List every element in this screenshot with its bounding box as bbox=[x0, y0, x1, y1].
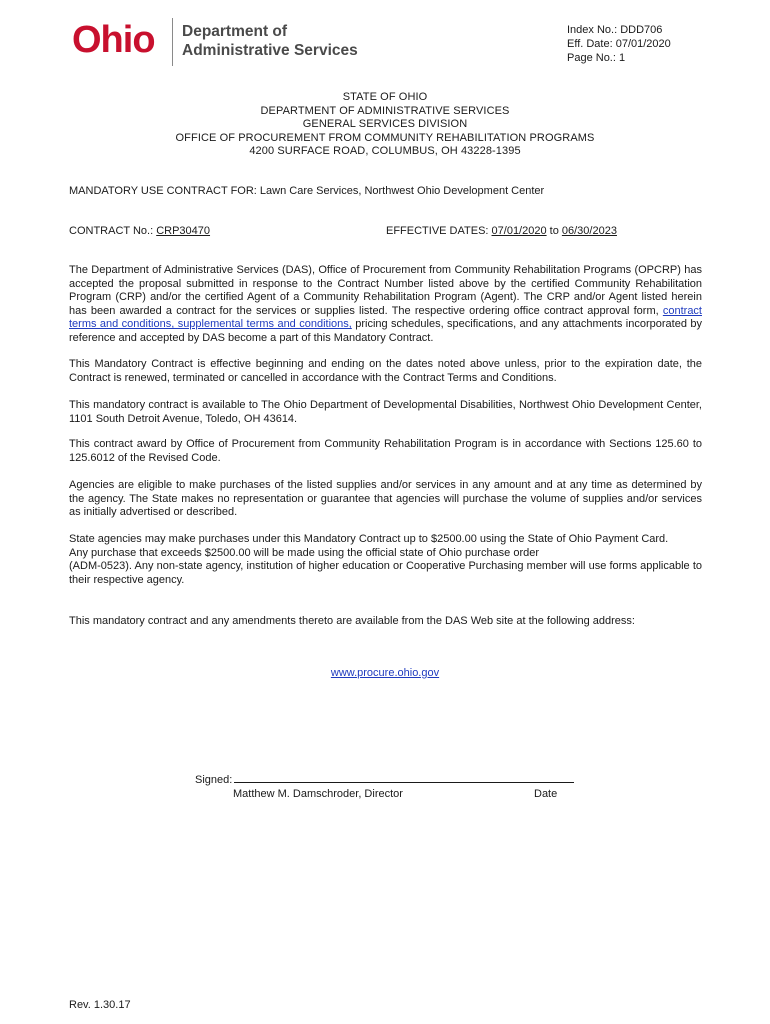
ohio-logo-wordmark: Ohio bbox=[72, 19, 155, 61]
paragraph-website-intro: This mandatory contract and any amendments thereto are available from the DAS Web site at the following address: bbox=[69, 615, 635, 627]
paragraph-availability: This mandatory contract is available to The Ohio Department of Developmental Disabilities, Northwest Ohio Development Center, 1101 South Detroit Avenue, Toledo, OH 43614. bbox=[69, 399, 702, 425]
website-link-row bbox=[0, 667, 770, 679]
paragraph-payment bbox=[69, 533, 702, 587]
department-name-line2: Administrative Services bbox=[182, 42, 358, 59]
signed-label: Signed: bbox=[195, 774, 233, 786]
department-name bbox=[182, 22, 422, 60]
payment-line-1: State agencies may make purchases under this Mandatory Contract up to $2500.00 using the State of Ohio Payment Card. bbox=[69, 533, 669, 545]
paragraph-revised-code: This contract award by Office of Procurement from Community Rehabilitation Program is in accordance with Sections 125.60 to 125.6012 of the Revised Code. bbox=[69, 438, 702, 464]
contract-number-line bbox=[69, 225, 210, 237]
header-line-division: GENERAL SERVICES DIVISION bbox=[302, 118, 468, 130]
signature-line bbox=[195, 773, 574, 786]
paragraph-acceptance-text-2: pricing schedules, specifications, and any attachments incorporated by reference and accepted by DAS become a part of this Mandatory Contract. bbox=[69, 318, 702, 344]
paragraph-effective: This Mandatory Contract is effective beginning and ending on the dates noted above unless, prior to the expiration date, the Contract is renewed, terminated or cancelled in accordance with the Contract Terms and Conditions. bbox=[69, 358, 702, 384]
terms-conditions-link[interactable]: contract terms and conditions, supplemental terms and conditions, bbox=[69, 304, 702, 331]
page-number: Page No.: 1 bbox=[567, 52, 626, 64]
paragraph-acceptance bbox=[69, 264, 702, 346]
effective-start-date: 07/01/2020 bbox=[491, 225, 547, 237]
effective-dates-to: to bbox=[546, 225, 562, 237]
director-name: Matthew M. Damschroder, Director bbox=[233, 788, 403, 800]
header-line-office: OFFICE OF PROCUREMENT FROM COMMUNITY REHABILITATION PROGRAMS bbox=[175, 131, 595, 144]
effective-date: Eff. Date: 07/01/2020 bbox=[567, 38, 671, 50]
payment-line-3: (ADM-0523). Any non-state agency, institution of higher education or Cooperative Purchasing member will use forms applicable to their respective agency. bbox=[69, 560, 702, 586]
contract-number-value: CRP30470 bbox=[156, 225, 211, 237]
mandatory-use-value: Lawn Care Services, Northwest Ohio Development Center bbox=[256, 185, 545, 197]
effective-dates-line bbox=[386, 225, 617, 237]
mandatory-use-line bbox=[69, 185, 544, 197]
procure-website-link[interactable]: www.procure.ohio.gov bbox=[330, 667, 440, 679]
logo-divider bbox=[172, 18, 173, 66]
payment-line-2: Any purchase that exceeds $2500.00 will be made using the official state of Ohio purchase order bbox=[69, 546, 540, 559]
signature-underline bbox=[234, 773, 574, 783]
index-block bbox=[567, 23, 671, 65]
effective-end-date: 06/30/2023 bbox=[561, 225, 617, 237]
contract-number-label: CONTRACT No.: bbox=[69, 225, 157, 237]
header-line-department: DEPARTMENT OF ADMINISTRATIVE SERVICES bbox=[260, 104, 510, 117]
paragraph-eligibility: Agencies are eligible to make purchases of the listed supplies and/or services in any amount and at any time as determined by the agency. The State makes no representation or guarantee that agencies will purchase the volume of supplies and/or services as initially advertised or described. bbox=[69, 479, 702, 519]
header-line-address: 4200 SURFACE ROAD, COLUMBUS, OH 43228-1395 bbox=[249, 145, 521, 157]
office-header bbox=[60, 91, 710, 159]
revision-number: Rev. 1.30.17 bbox=[69, 999, 131, 1011]
mandatory-use-label: MANDATORY USE CONTRACT FOR: bbox=[69, 185, 257, 197]
index-number: Index No.: DDD706 bbox=[567, 24, 663, 36]
effective-dates-label: EFFECTIVE DATES: bbox=[386, 225, 492, 237]
signature-date-label: Date bbox=[534, 788, 558, 800]
paragraph-acceptance-text-1: The Department of Administrative Services (DAS), Office of Procurement from Community Rehabilitation Programs (OPCRP) has accepted the proposal submitted in response to the Contract Number listed above by the certified Community Rehabilitation Program (CRP) and/or the certified Agent of a Community Rehabilitation Program (Agent). The CRP and/or Agent listed herein has been awarded a contract for the services or supplies listed. The respective ordering office contract approval form, bbox=[69, 264, 702, 317]
header-line-state: STATE OF OHIO bbox=[342, 91, 428, 103]
department-name-line1: Department of bbox=[182, 23, 288, 40]
